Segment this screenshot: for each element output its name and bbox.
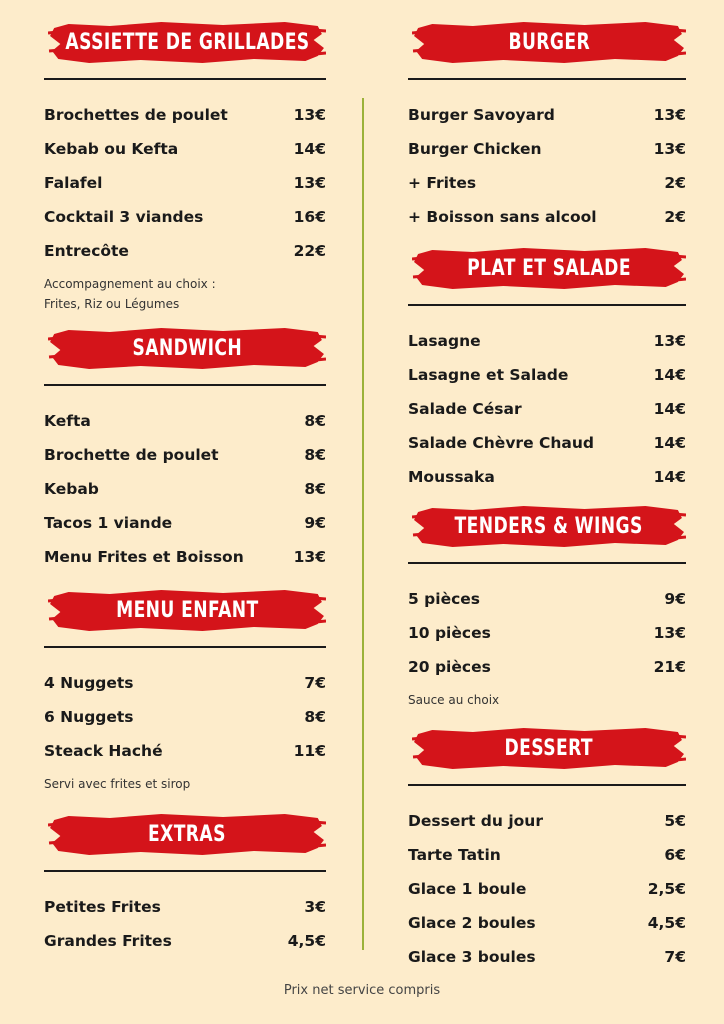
- item-price: 8€: [304, 412, 326, 430]
- item-name: Glace 3 boules: [408, 948, 536, 966]
- item-price: 14€: [653, 366, 686, 384]
- section-banner: [412, 724, 686, 772]
- menu-item: [408, 838, 686, 872]
- item-name: 5 pièces: [408, 590, 481, 608]
- item-price: 3€: [304, 898, 326, 916]
- item-name: Dessert du jour: [408, 812, 543, 830]
- note-line: Sauce au choix: [408, 693, 500, 707]
- menu-item: [408, 582, 686, 616]
- section: [408, 18, 686, 234]
- item-price: 7€: [664, 948, 686, 966]
- section-banner: [48, 810, 326, 858]
- menu-item: [44, 234, 326, 268]
- note-line: Servi avec frites et sirop: [44, 777, 191, 791]
- section-banner: [412, 244, 686, 292]
- menu-item: [44, 700, 326, 734]
- menu-item: [44, 506, 326, 540]
- item-name: Brochette de poulet: [44, 446, 219, 464]
- item-price: 5€: [664, 812, 686, 830]
- menu-item: [44, 200, 326, 234]
- item-name: Salade Chèvre Chaud: [408, 434, 594, 452]
- item-name: 4 Nuggets: [44, 674, 134, 692]
- section-title: EXTRAS: [148, 821, 226, 847]
- item-price: 9€: [664, 590, 686, 608]
- item-price: 7€: [304, 674, 326, 692]
- menu-item: [44, 472, 326, 506]
- item-price: 4,5€: [287, 932, 326, 950]
- menu-item: [408, 426, 686, 460]
- item-price: 14€: [653, 468, 686, 486]
- item-price: 8€: [304, 446, 326, 464]
- section-title: MENU ENFANT: [115, 597, 259, 623]
- section-banner: [48, 324, 326, 372]
- item-price: 21€: [653, 658, 686, 676]
- menu-items: [44, 890, 326, 958]
- menu-item: [408, 906, 686, 940]
- item-name: Cocktail 3 viandes: [44, 208, 204, 226]
- item-price: 14€: [653, 434, 686, 452]
- menu-item: [408, 324, 686, 358]
- item-name: Petites Frites: [44, 898, 161, 916]
- item-name: Glace 2 boules: [408, 914, 536, 932]
- section-rule: [408, 304, 686, 306]
- column-divider: [362, 98, 364, 950]
- section-title: ASSIETTE DE GRILLADES: [64, 29, 310, 55]
- section-banner: [48, 18, 326, 66]
- section-rule: [44, 78, 326, 80]
- item-price: 13€: [653, 140, 686, 158]
- item-price: 13€: [293, 174, 326, 192]
- menu-item: [408, 940, 686, 974]
- section-rule: [44, 384, 326, 386]
- section-rule: [44, 646, 326, 648]
- item-name: Burger Chicken: [408, 140, 542, 158]
- section-rule: [408, 784, 686, 786]
- section: [44, 18, 326, 314]
- item-name: Salade César: [408, 400, 522, 418]
- item-name: Lasagne et Salade: [408, 366, 569, 384]
- item-price: 2€: [664, 174, 686, 192]
- item-price: 13€: [653, 332, 686, 350]
- menu-item: [44, 540, 326, 574]
- menu-item: [44, 438, 326, 472]
- section-title: PLAT ET SALADE: [467, 255, 631, 281]
- section-rule: [408, 562, 686, 564]
- item-name: Brochettes de poulet: [44, 106, 228, 124]
- menu-item: [44, 666, 326, 700]
- menu-items: [408, 582, 686, 684]
- item-name: + Boisson sans alcool: [408, 208, 597, 226]
- item-name: Glace 1 boule: [408, 880, 527, 898]
- item-name: Entrecôte: [44, 242, 129, 260]
- menu-item: [408, 200, 686, 234]
- item-name: Menu Frites et Boisson: [44, 548, 244, 566]
- item-name: Kebab: [44, 480, 99, 498]
- item-price: 13€: [293, 548, 326, 566]
- item-price: 14€: [293, 140, 326, 158]
- item-price: 13€: [293, 106, 326, 124]
- menu-item: [44, 404, 326, 438]
- section: [408, 724, 686, 974]
- item-name: + Frites: [408, 174, 477, 192]
- note-line: Accompagnement au choix :: [44, 277, 216, 291]
- menu-item: [44, 132, 326, 166]
- item-price: 22€: [293, 242, 326, 260]
- section-rule: [44, 870, 326, 872]
- menu-item: [408, 460, 686, 494]
- item-price: 11€: [293, 742, 326, 760]
- section-title: BURGER: [508, 29, 590, 55]
- menu-item: [408, 804, 686, 838]
- section: [408, 502, 686, 710]
- item-name: 20 pièces: [408, 658, 491, 676]
- item-price: 9€: [304, 514, 326, 532]
- menu-items: [44, 98, 326, 268]
- section-note: [44, 774, 326, 794]
- section: [408, 244, 686, 494]
- menu-item: [408, 872, 686, 906]
- menu-item: [44, 734, 326, 768]
- menu-item: [44, 166, 326, 200]
- menu-items: [408, 804, 686, 974]
- section: [44, 586, 326, 794]
- section-banner: [412, 502, 686, 550]
- menu-items: [408, 324, 686, 494]
- item-name: Burger Savoyard: [408, 106, 555, 124]
- section-note: [44, 274, 326, 314]
- section-note: [408, 690, 686, 710]
- section-title: SANDWICH: [132, 335, 242, 361]
- menu-items: [408, 98, 686, 234]
- note-line: Frites, Riz ou Légumes: [44, 297, 180, 311]
- item-price: 14€: [653, 400, 686, 418]
- menu-items: [44, 404, 326, 574]
- menu-item: [408, 650, 686, 684]
- menu-item: [44, 924, 326, 958]
- item-name: 6 Nuggets: [44, 708, 134, 726]
- menu-item: [408, 358, 686, 392]
- item-price: 2,5€: [647, 880, 686, 898]
- section-rule: [408, 78, 686, 80]
- menu-items: [44, 666, 326, 768]
- section: [44, 324, 326, 574]
- item-name: Falafel: [44, 174, 103, 192]
- menu-item: [408, 166, 686, 200]
- section: [44, 810, 326, 958]
- item-name: Moussaka: [408, 468, 495, 486]
- item-name: Kebab ou Kefta: [44, 140, 179, 158]
- menu-item: [408, 616, 686, 650]
- footer-note: Prix net service compris: [283, 983, 441, 998]
- item-price: 6€: [664, 846, 686, 864]
- item-price: 16€: [293, 208, 326, 226]
- menu-item: [44, 98, 326, 132]
- menu-item: [408, 132, 686, 166]
- item-name: Steack Haché: [44, 742, 163, 760]
- item-name: Tarte Tatin: [408, 846, 501, 864]
- menu-item: [408, 392, 686, 426]
- menu-item: [408, 98, 686, 132]
- item-name: 10 pièces: [408, 624, 491, 642]
- item-name: Tacos 1 viande: [44, 514, 173, 532]
- item-name: Kefta: [44, 412, 91, 430]
- item-name: Lasagne: [408, 332, 481, 350]
- section-banner: [48, 586, 326, 634]
- section-banner: [412, 18, 686, 66]
- menu-item: [44, 890, 326, 924]
- item-price: 13€: [653, 624, 686, 642]
- section-title: TENDERS & WINGS: [454, 513, 644, 539]
- item-price: 4,5€: [647, 914, 686, 932]
- item-price: 13€: [653, 106, 686, 124]
- item-price: 2€: [664, 208, 686, 226]
- item-name: Grandes Frites: [44, 932, 172, 950]
- section-title: DESSERT: [504, 735, 594, 761]
- item-price: 8€: [304, 480, 326, 498]
- item-price: 8€: [304, 708, 326, 726]
